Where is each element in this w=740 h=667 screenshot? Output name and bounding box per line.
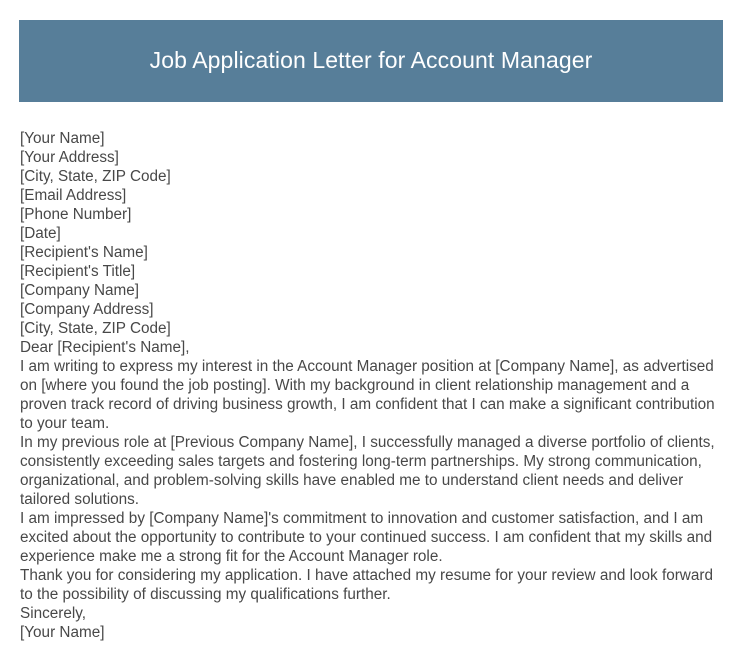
sender-city-state-zip: [City, State, ZIP Code] (20, 168, 171, 185)
recipient-company-name: [Company Name] (20, 282, 140, 299)
recipient-company-address: [Company Address] (20, 301, 154, 318)
sender-email: [Email Address] (20, 187, 127, 204)
body-paragraph-3: I am impressed by [Company Name]'s commitment to innovation and customer satisfaction, and I am excited about the opportunity to contribute to your continued success. I am confident that my skills and experience make me a strong fit for the Account Manager role. (20, 510, 713, 565)
sender-phone: [Phone Number] (20, 206, 132, 223)
body-paragraph-1: I am writing to express my interest in the Account Manager position at [Company Name], as advertised on [where you found the job posting]. With my background in client relationship management and a proven track record of driving business growth, I am confident that I can make a significant contribution to your team. (20, 358, 715, 432)
recipient-name: [Recipient's Name] (20, 244, 148, 261)
letter-header-banner (19, 20, 723, 102)
body-paragraph-2: In my previous role at [Previous Company Name], I successfully managed a diverse portfolio of clients, consistently exceeding sales targets and fostering long-term partnerships. My strong communication, organizational, and problem-solving skills have enabled me to understand client needs and deliver tailored solutions. (20, 434, 715, 508)
sender-name: [Your Name] (20, 130, 105, 147)
sender-address: [Your Address] (20, 149, 119, 166)
page-title: Job Application Letter for Account Manager (149, 47, 593, 74)
body-paragraph-4: Thank you for considering my application. I have attached my resume for your review and look forward to the possibility of discussing my qualifications further. (20, 567, 713, 603)
letter-body (20, 129, 723, 642)
letter-date: [Date] (20, 225, 61, 242)
salutation: Dear [Recipient's Name], (20, 339, 190, 356)
recipient-title: [Recipient's Title] (20, 263, 136, 280)
signature-name: [Your Name] (20, 624, 105, 641)
recipient-city-state-zip: [City, State, ZIP Code] (20, 320, 171, 337)
closing-valediction: Sincerely, (20, 605, 87, 622)
